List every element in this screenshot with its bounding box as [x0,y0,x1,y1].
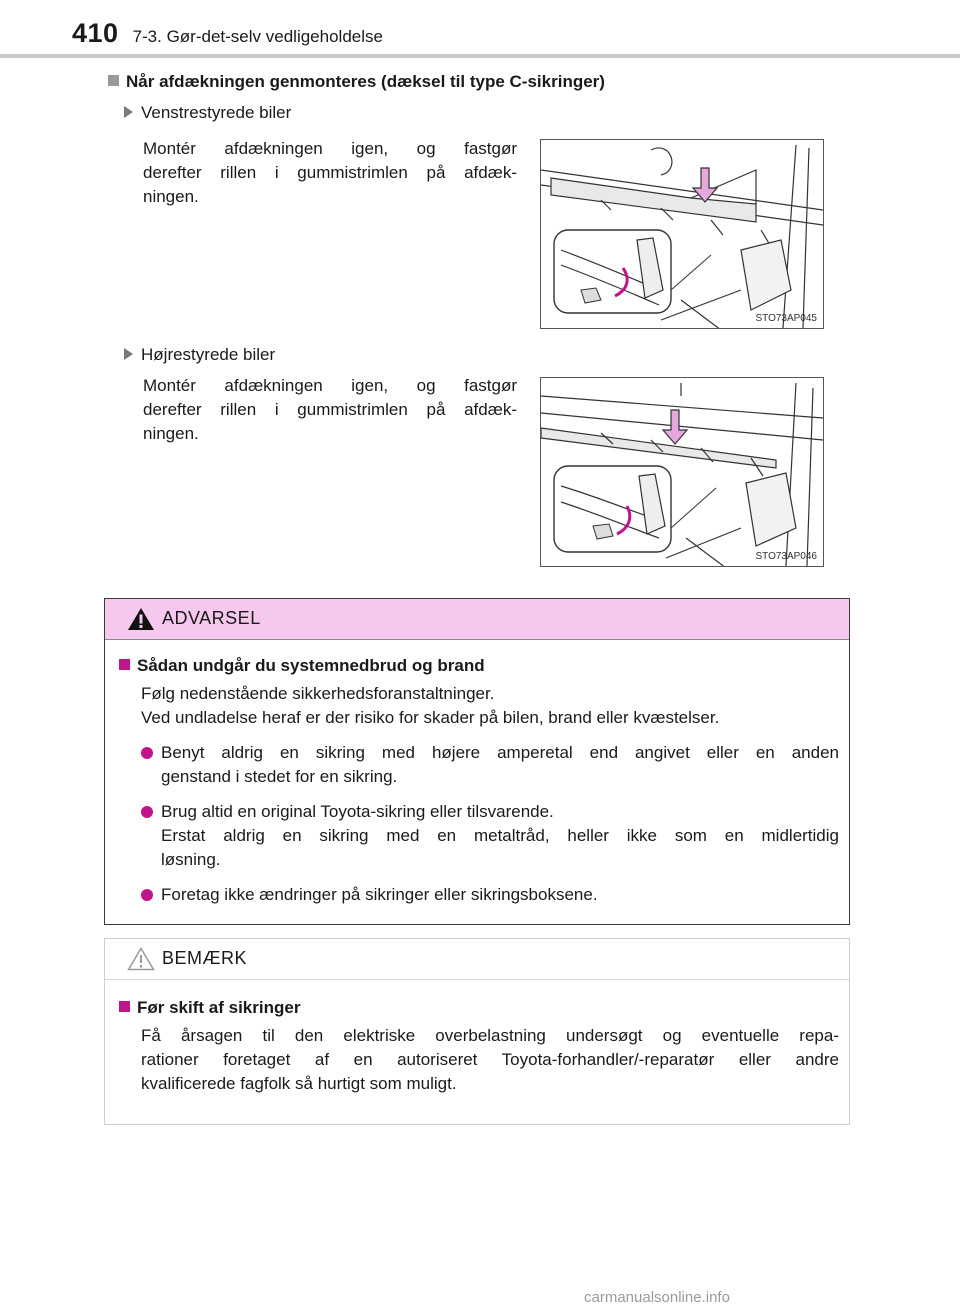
notice-line: rationer foretaget af en autoriseret Toyota-forhandler/-reparatør eller andre [141,1050,839,1069]
warning-bullet-line: Erstat aldrig en sikring med en metaltråd, heller ikke som en midlertidig [161,826,839,845]
subheading-right-hand-text: Højrestyrede biler [141,345,276,364]
instruction-line: Montér afdækningen igen, og fastgør [143,139,517,158]
notice-line: Få årsagen til den elektriske overbelastning undersøgt og eventuelle repa- [141,1026,839,1045]
square-bullet-icon [119,1001,130,1012]
header-rule [0,54,960,58]
notice-header [105,939,849,980]
warning-heading [119,656,839,676]
warning-triangle-icon [127,607,155,631]
warning-title: ADVARSEL [162,608,261,628]
bullet-dot-icon [141,806,153,818]
warning-box [104,598,850,925]
page-number: 410 [72,18,119,48]
warning-bullet [141,883,839,907]
instruction-line: ningen. [143,424,199,443]
warning-bullet-line: genstand i stedet for en sikring. [161,767,398,786]
warning-bullet-line: Brug altid en original Toyota-sikring eller tilsvarende. [161,802,554,821]
figure-code: STO73AP046 [755,551,817,562]
figure-right-hand [540,377,824,567]
bullet-dot-icon [141,889,153,901]
subheading-left-hand [124,103,291,123]
warning-body [105,640,849,923]
warning-bullet-line: Benyt aldrig en sikring med højere amperetal end angivet eller en anden [161,743,839,762]
section-heading-text: Når afdækningen genmonteres (dæksel til type C-sikringer) [126,72,605,91]
triangle-bullet-icon [124,106,133,118]
warning-header [105,599,849,640]
figure-left-hand [540,139,824,329]
warning-intro [141,682,839,730]
notice-box [104,938,850,1125]
figure-code: STO73AP045 [755,313,817,324]
page-header [72,18,383,58]
warning-intro-line: Ved undladelse heraf er der risiko for skader på bilen, brand eller kvæstelser. [141,708,720,727]
triangle-bullet-icon [124,348,133,360]
notice-text [141,1024,839,1096]
instruction-left-hand [143,137,517,209]
section-heading [108,72,605,92]
warning-bullet [141,800,839,872]
instruction-line: ningen. [143,187,199,206]
warning-bullet [141,741,839,789]
fuse-cover-illustration-right [541,378,823,566]
square-bullet-icon [108,75,119,86]
warning-heading-text: Sådan undgår du systemnedbrud og brand [137,656,485,675]
subheading-right-hand [124,345,275,365]
notice-body [105,980,849,1112]
caution-triangle-icon [127,947,155,971]
notice-heading [119,998,839,1018]
square-bullet-icon [119,659,130,670]
notice-title: BEMÆRK [162,948,248,968]
instruction-line: Montér afdækningen igen, og fastgør [143,376,517,395]
fuse-cover-illustration-left [541,140,823,328]
instruction-line: derefter rillen i gummistrimlen på afdæk- [143,400,517,419]
bullet-dot-icon [141,747,153,759]
notice-line: kvalificerede fagfolk så hurtigt som muligt. [141,1074,457,1093]
instruction-right-hand [143,374,517,446]
instruction-line: derefter rillen i gummistrimlen på afdæk- [143,163,517,182]
subheading-left-hand-text: Venstrestyrede biler [141,103,292,122]
notice-heading-text: Før skift af sikringer [137,998,301,1017]
warning-bullet-line: Foretag ikke ændringer på sikringer eller sikringsboksene. [161,885,598,904]
warning-bullet-line: løsning. [161,850,221,869]
chapter-title: 7-3. Gør-det-selv vedligeholdelse [132,27,383,46]
watermark: carmanualsonline.info [584,1289,730,1306]
warning-intro-line: Følg nedenstående sikkerhedsforanstaltninger. [141,684,495,703]
